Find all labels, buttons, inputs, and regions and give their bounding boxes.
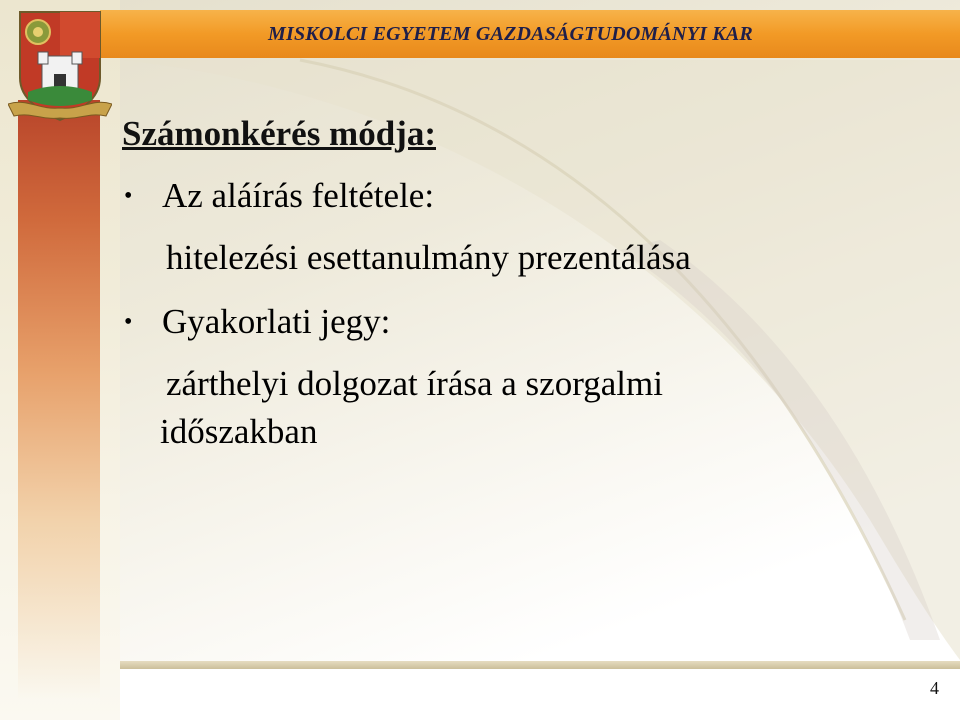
footer-area [120,669,910,720]
header-title: MISKOLCI EGYETEM GAZDASÁGTUDOMÁNYI KAR [268,23,753,45]
bullet-detail-line1: zárthelyi dolgozat írása a szorgalmi [166,364,663,403]
footer-divider [120,661,960,669]
bullet-detail-line2: időszakban [160,412,318,451]
bullet-text: Gyakorlati jegy: [162,302,391,341]
page-number: 4 [930,678,939,698]
university-crest-icon [8,8,112,126]
bullet-text: Az aláírás feltétele: [162,176,435,215]
slide-content [122,112,902,156]
bullet-icon: • [124,183,133,209]
bullet-detail: hitelezési esettanulmány prezentálása [166,238,691,277]
slide-heading: Számonkérés módja: [122,114,436,153]
bullet-icon: • [124,309,133,335]
